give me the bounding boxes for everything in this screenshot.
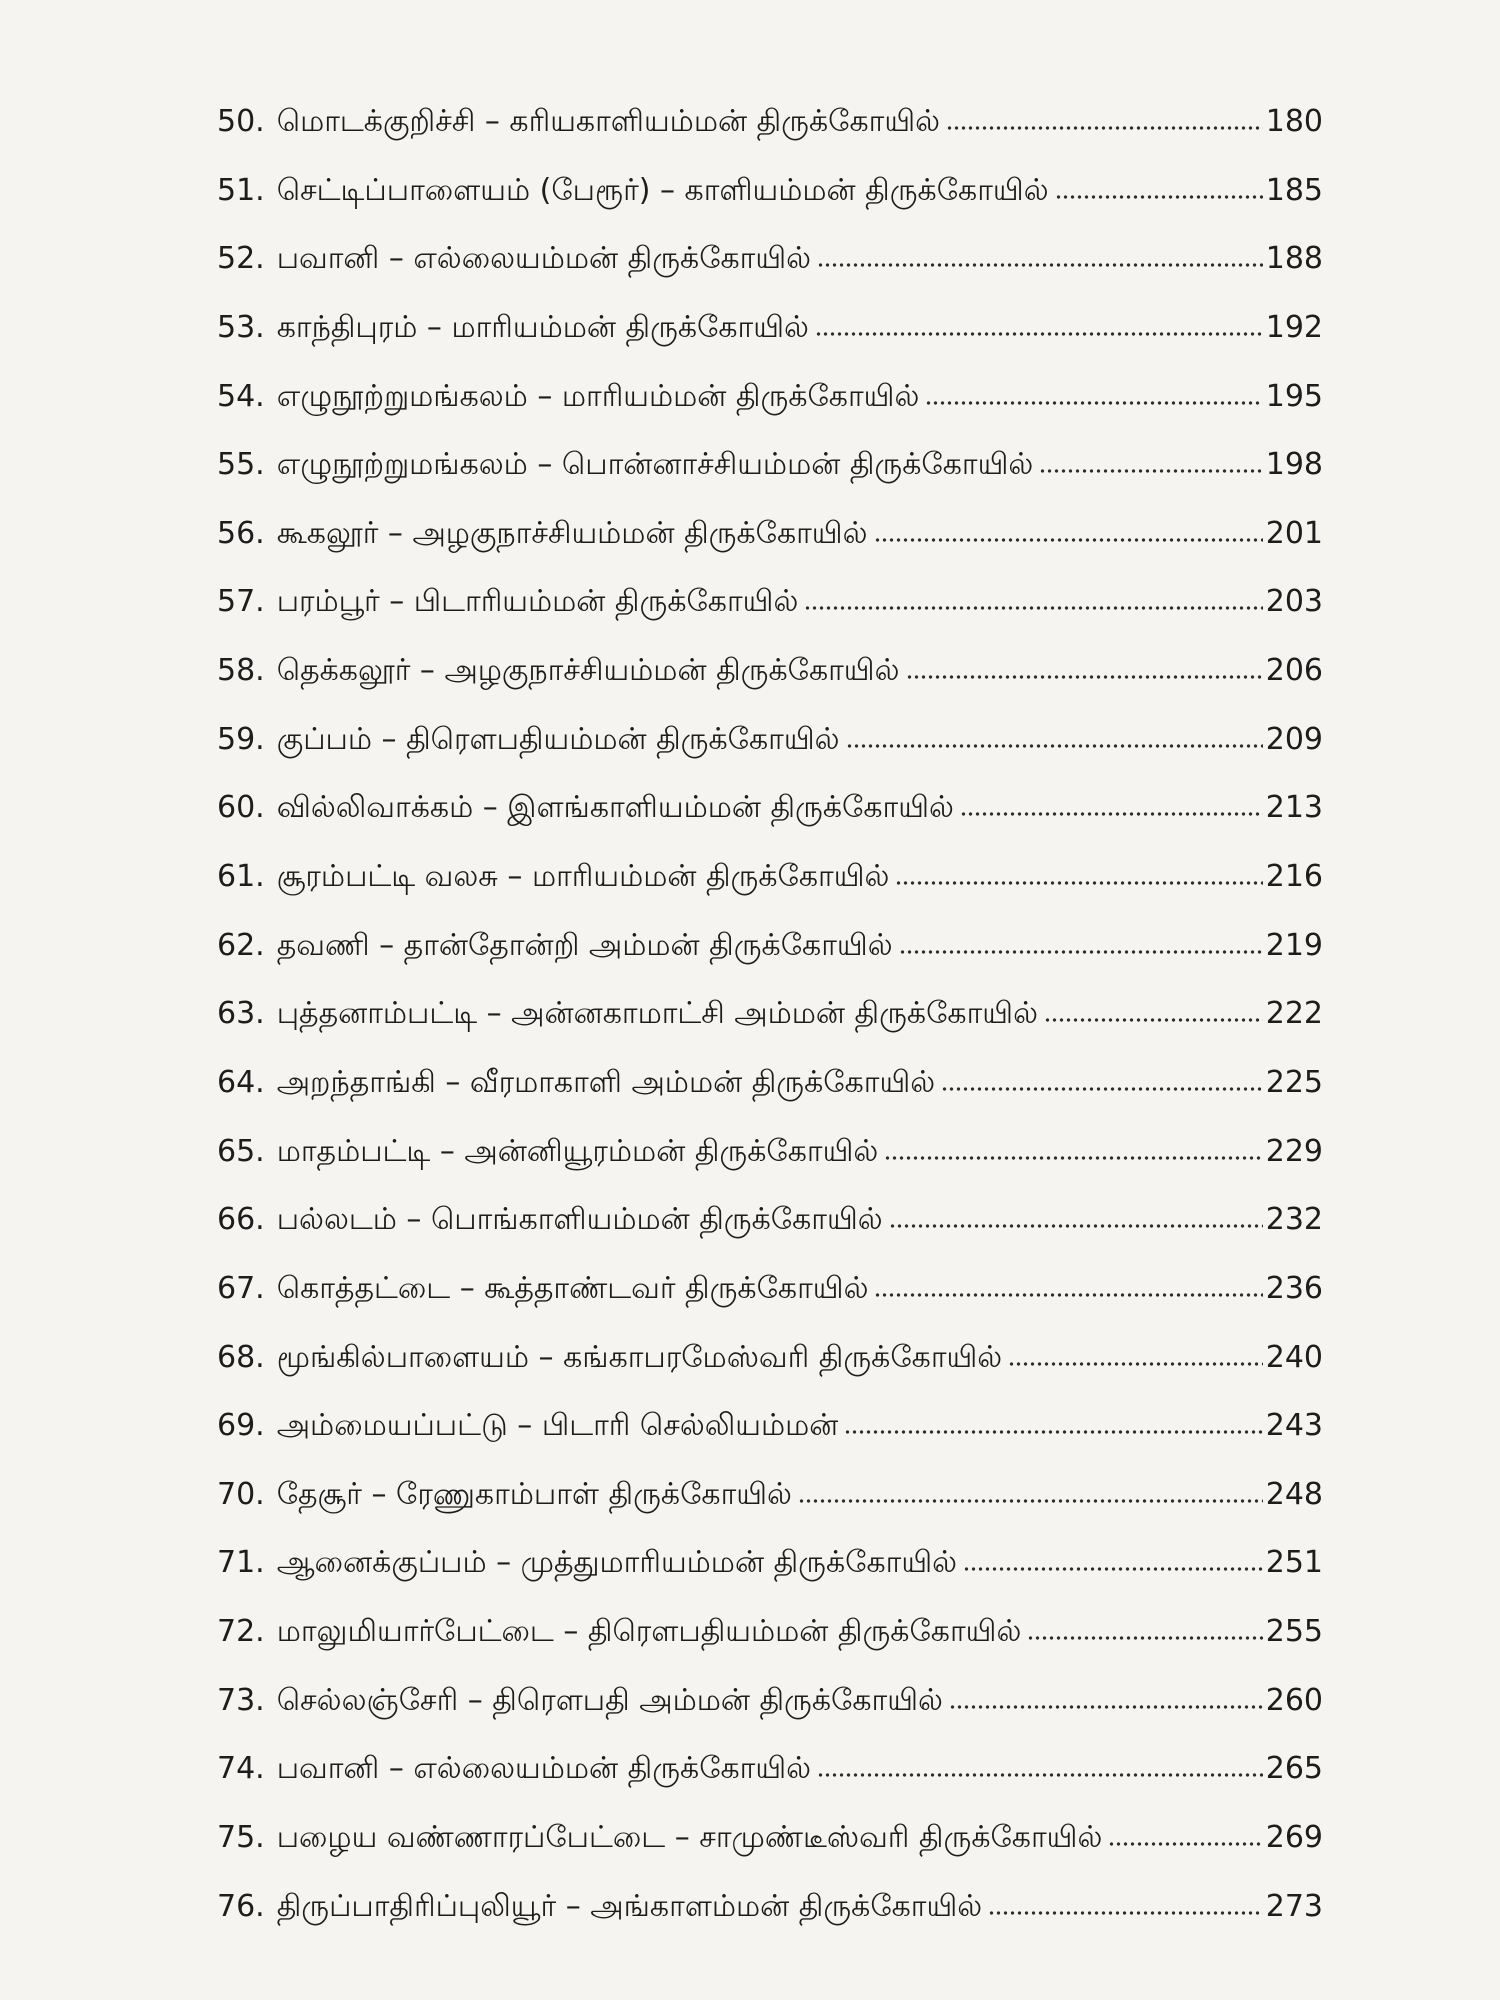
leader-dots — [874, 1292, 1262, 1298]
entry-title: எழுநூற்றுமங்கலம் – மாரியம்மன் திருக்கோயில் — [276, 378, 920, 414]
entry-title: வில்லிவாக்கம் – இளங்காளியம்மன் திருக்கோயில் — [276, 790, 954, 826]
entry-page-number: 209 — [1265, 721, 1323, 757]
entry-title: அறந்தாங்கி – வீரமாகாளி அம்மன் திருக்கோயில் — [276, 1064, 936, 1100]
entry-number: 72. — [217, 1614, 265, 1650]
leader-dots — [1044, 1017, 1263, 1023]
leader-dots — [815, 331, 1263, 337]
toc-entry — [217, 1118, 1323, 1187]
entry-page-number: 225 — [1265, 1064, 1323, 1100]
leader-dots — [1039, 468, 1262, 474]
entry-page-number: 180 — [1265, 104, 1323, 139]
toc-entry — [217, 637, 1323, 706]
toc-entry — [217, 431, 1323, 500]
entry-title: பல்லடம் – பொங்காளியம்மன் திருக்கோயில் — [276, 1202, 883, 1238]
entry-title: பரம்பூர் – பிடாரியம்மன் திருக்கோயில் — [276, 584, 799, 620]
entry-title: பவானி – எல்லையம்மன் திருக்கோயில் — [276, 1751, 812, 1787]
leader-dots — [895, 880, 1262, 886]
entry-page-number: 269 — [1265, 1820, 1323, 1856]
entry-page-number: 229 — [1265, 1133, 1323, 1169]
entry-title: புத்தனாம்பட்டி – அன்னகாமாட்சி அம்மன் திருக்கோயில் — [276, 996, 1038, 1032]
toc-entry — [217, 225, 1323, 294]
leader-dots — [925, 400, 1262, 406]
entry-title: தெக்கலூர் – அழகுநாச்சியம்மன் திருக்கோயில் — [276, 653, 900, 689]
entry-page-number: 195 — [1265, 378, 1323, 414]
toc-entry — [217, 774, 1323, 843]
toc-entry — [217, 1667, 1323, 1736]
entry-page-number: 216 — [1265, 859, 1323, 895]
entry-title: குப்பம் – திரௌபதியம்மன் திருக்கோயில் — [276, 721, 840, 757]
leader-dots — [949, 1704, 1263, 1710]
toc-entry — [217, 912, 1323, 981]
leader-dots — [817, 1772, 1263, 1778]
entry-number: 59. — [217, 721, 265, 757]
leader-dots — [963, 1566, 1263, 1572]
entry-number: 56. — [217, 515, 265, 551]
entry-page-number: 273 — [1265, 1888, 1323, 1924]
toc-entry — [217, 500, 1323, 569]
leader-dots — [804, 605, 1262, 611]
toc-entry — [217, 294, 1323, 363]
entry-number: 58. — [217, 653, 265, 689]
toc-list — [217, 88, 1323, 1941]
entry-title: மூங்கில்பாளையம் – கங்காபரமேஸ்வரி திருக்கோயில் — [276, 1339, 1003, 1375]
toc-entry — [217, 568, 1323, 637]
leader-dots — [884, 1155, 1262, 1161]
leader-dots — [1008, 1361, 1263, 1367]
entry-page-number: 255 — [1265, 1614, 1323, 1650]
entry-number: 70. — [217, 1476, 265, 1512]
leader-dots — [960, 811, 1263, 817]
entry-page-number: 222 — [1265, 996, 1323, 1032]
leader-dots — [798, 1498, 1263, 1504]
leader-dots — [941, 1086, 1263, 1092]
entry-number: 64. — [217, 1064, 265, 1100]
entry-number: 74. — [217, 1751, 265, 1787]
entry-title: செல்லஞ்சேரி – திரௌபதி அம்மன் திருக்கோயில் — [276, 1682, 943, 1718]
entry-number: 67. — [217, 1270, 265, 1306]
entry-title: மொடக்குறிச்சி – கரியகாளியம்மன் திருக்கோயில் — [276, 104, 941, 139]
leader-dots — [988, 1910, 1263, 1916]
entry-title: எழுநூற்றுமங்கலம் – பொன்னாச்சியம்மன் திருக்கோயில் — [276, 447, 1034, 483]
entry-title: செட்டிப்பாளையம் (பேரூர்) – காளியம்மன் திருக்கோயில் — [276, 172, 1049, 208]
entry-page-number: 188 — [1265, 241, 1323, 277]
toc-entry — [217, 1392, 1323, 1461]
toc-entry — [217, 157, 1323, 226]
leader-dots — [1108, 1841, 1262, 1847]
entry-number: 63. — [217, 996, 265, 1032]
entry-page-number: 260 — [1265, 1682, 1323, 1718]
toc-entry — [217, 1186, 1323, 1255]
entry-title: காந்திபுரம் – மாரியம்மன் திருக்கோயில் — [276, 309, 809, 345]
entry-title: கூகலூர் – அழகுநாச்சியம்மன் திருக்கோயில் — [276, 515, 868, 551]
toc-entry — [217, 1735, 1323, 1804]
entry-title: மாலுமியார்பேட்டை – திரௌபதியம்மன் திருக்கோயில் — [276, 1614, 1022, 1650]
entry-page-number: 192 — [1265, 309, 1323, 345]
leader-dots — [817, 262, 1263, 268]
entry-page-number: 240 — [1265, 1339, 1323, 1375]
toc-entry — [217, 1049, 1323, 1118]
entry-page-number: 185 — [1265, 172, 1323, 208]
entry-title: தவணி – தான்தோன்றி அம்மன் திருக்கோயில் — [276, 927, 893, 963]
entry-number: 51. — [217, 172, 265, 208]
leader-dots — [899, 949, 1263, 955]
entry-number: 54. — [217, 378, 265, 414]
entry-page-number: 265 — [1265, 1751, 1323, 1787]
leader-dots — [874, 537, 1263, 543]
toc-entry — [217, 1461, 1323, 1530]
toc-entry — [217, 1255, 1323, 1324]
toc-entry — [217, 88, 1323, 157]
leader-dots — [946, 125, 1263, 131]
entry-number: 61. — [217, 859, 265, 895]
toc-entry — [217, 980, 1323, 1049]
entry-number: 60. — [217, 790, 265, 826]
entry-title: சூரம்பட்டி வலசு – மாரியம்மன் திருக்கோயில் — [276, 859, 890, 895]
entry-number: 66. — [217, 1202, 265, 1238]
entry-page-number: 236 — [1265, 1270, 1323, 1306]
entry-page-number: 203 — [1265, 584, 1323, 620]
entry-title: மாதம்பட்டி – அன்னியூரம்மன் திருக்கோயில் — [276, 1133, 879, 1169]
leader-dots — [844, 1429, 1262, 1435]
entry-title: பவானி – எல்லையம்மன் திருக்கோயில் — [276, 241, 812, 277]
leader-dots — [846, 743, 1263, 749]
entry-page-number: 198 — [1265, 447, 1323, 483]
entry-number: 75. — [217, 1820, 265, 1856]
toc-entry — [217, 706, 1323, 775]
toc-entry — [217, 1529, 1323, 1598]
entry-title: அம்மையப்பட்டு – பிடாரி செல்லியம்மன் — [276, 1408, 839, 1444]
leader-dots — [1055, 194, 1263, 200]
entry-page-number: 232 — [1265, 1202, 1323, 1238]
leader-dots — [889, 1223, 1263, 1229]
entry-number: 55. — [217, 447, 265, 483]
leader-dots — [906, 674, 1263, 680]
entry-number: 50. — [217, 104, 265, 139]
entry-page-number: 219 — [1265, 927, 1323, 963]
toc-entry — [217, 843, 1323, 912]
entry-page-number: 251 — [1265, 1545, 1323, 1581]
entry-page-number: 243 — [1265, 1408, 1323, 1444]
entry-number: 52. — [217, 241, 265, 277]
entry-number: 57. — [217, 584, 265, 620]
entry-page-number: 213 — [1265, 790, 1323, 826]
entry-number: 65. — [217, 1133, 265, 1169]
entry-number: 71. — [217, 1545, 265, 1581]
entry-page-number: 248 — [1265, 1476, 1323, 1512]
leader-dots — [1027, 1635, 1262, 1641]
toc-entry — [217, 1873, 1323, 1942]
toc-entry — [217, 363, 1323, 432]
toc-entry — [217, 1598, 1323, 1667]
entry-title: கொத்தட்டை – கூத்தாண்டவர் திருக்கோயில் — [276, 1270, 869, 1306]
entry-number: 53. — [217, 309, 265, 345]
entry-number: 69. — [217, 1408, 265, 1444]
entry-title: திருப்பாதிரிப்புலியூர் – அங்காளம்மன் திருக்கோயில் — [276, 1888, 983, 1924]
entry-page-number: 201 — [1265, 515, 1323, 551]
toc-entry — [217, 1804, 1323, 1873]
entry-number: 76. — [217, 1888, 265, 1924]
entry-title: தேசூர் – ரேணுகாம்பாள் திருக்கோயில் — [276, 1476, 792, 1512]
toc-entry — [217, 1324, 1323, 1393]
entry-title: பழைய வண்ணாரப்பேட்டை – சாமுண்டீஸ்வரி திருக்கோயில் — [276, 1820, 1103, 1856]
entry-number: 68. — [217, 1339, 265, 1375]
entry-number: 73. — [217, 1682, 265, 1718]
entry-page-number: 206 — [1265, 653, 1323, 689]
entry-title: ஆனைக்குப்பம் – முத்துமாரியம்மன் திருக்கோயில் — [276, 1545, 958, 1581]
entry-number: 62. — [217, 927, 265, 963]
